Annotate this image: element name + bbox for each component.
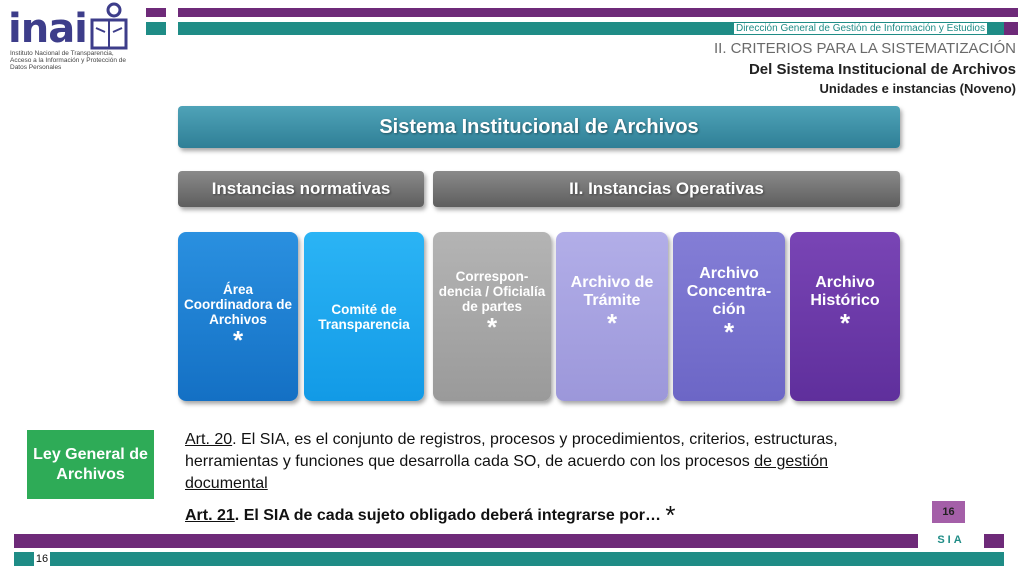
asterisk-icon: * — [232, 325, 244, 355]
article-21 — [185, 500, 745, 531]
inai-logo-icon — [88, 2, 130, 52]
header-stripe — [146, 8, 166, 17]
page-number: 16 — [35, 553, 49, 565]
asterisk-icon: * — [839, 307, 851, 338]
footer-stripe — [984, 534, 1004, 548]
ley-general-box: Ley General de Archivos — [27, 430, 154, 499]
asterisk-icon: * — [486, 312, 498, 342]
article-20-underlined: de gestión documental — [185, 453, 829, 492]
card-archivo-historico — [790, 232, 900, 401]
card-label: Archivo Histórico — [810, 273, 880, 309]
sia-label: SIA — [922, 534, 980, 547]
inai-logo-text: inai — [8, 6, 87, 52]
section-subtitle: Del Sistema Institucional de Archivos — [748, 61, 1016, 78]
article-20-ref: Art. 20 — [185, 431, 233, 448]
dg-label-text: Dirección General de Gestión de Información y Estudios — [735, 23, 985, 34]
card-label: Comité de Transparencia — [318, 301, 410, 332]
article-20-text: . El SIA, es el conjunto de registros, procesos y procedimientos, criterios, estructuras, herramientas y funciones que desarrolla cada SO, de acuerdo con los procesos — [185, 431, 838, 470]
dg-label — [731, 22, 990, 35]
slide-number-box: 16 — [932, 501, 965, 523]
card-label: Correspon-dencia / Oficialía de partes — [438, 269, 546, 314]
header-stripe — [1004, 22, 1018, 35]
card-label: Área Coordinadora de Archivos — [183, 282, 292, 327]
asterisk-icon: * — [606, 307, 618, 338]
inai-logo-subtitle: Instituto Nacional de Transparencia, Acceso a la Información y Protección de Datos Personales — [10, 50, 126, 71]
banner-instancias-operativas: II. Instancias Operativas — [433, 171, 900, 207]
section-heading: II. CRITERIOS PARA LA SISTEMATIZACIÓN — [714, 40, 1016, 57]
card-label: Archivo Concentra-ción — [686, 264, 772, 318]
banner-instancias-normativas: Instancias normativas — [178, 171, 424, 207]
footer-stripe — [14, 552, 1004, 566]
card-label: Archivo de Trámite — [570, 273, 654, 309]
card-archivo-tramite — [556, 232, 668, 401]
card-archivo-concentracion — [673, 232, 785, 401]
article-21-text: . El SIA de cada sujeto obligado deberá integrarse por… — [234, 507, 661, 524]
footer-stripe — [14, 534, 918, 548]
banner-sistema-institucional: Sistema Institucional de Archivos — [178, 106, 900, 148]
header-stripe — [178, 8, 1018, 17]
card-comite-transparencia — [304, 232, 424, 401]
section-subsection: Unidades e instancias (Noveno) — [819, 81, 1016, 96]
card-correspondencia — [433, 232, 551, 401]
header-stripe — [146, 22, 166, 35]
asterisk-icon: * — [723, 316, 735, 347]
article-20 — [185, 429, 915, 495]
card-area-coordinadora — [178, 232, 298, 401]
article-21-ref: Art. 21 — [185, 507, 235, 524]
asterisk-icon: * — [665, 500, 676, 530]
